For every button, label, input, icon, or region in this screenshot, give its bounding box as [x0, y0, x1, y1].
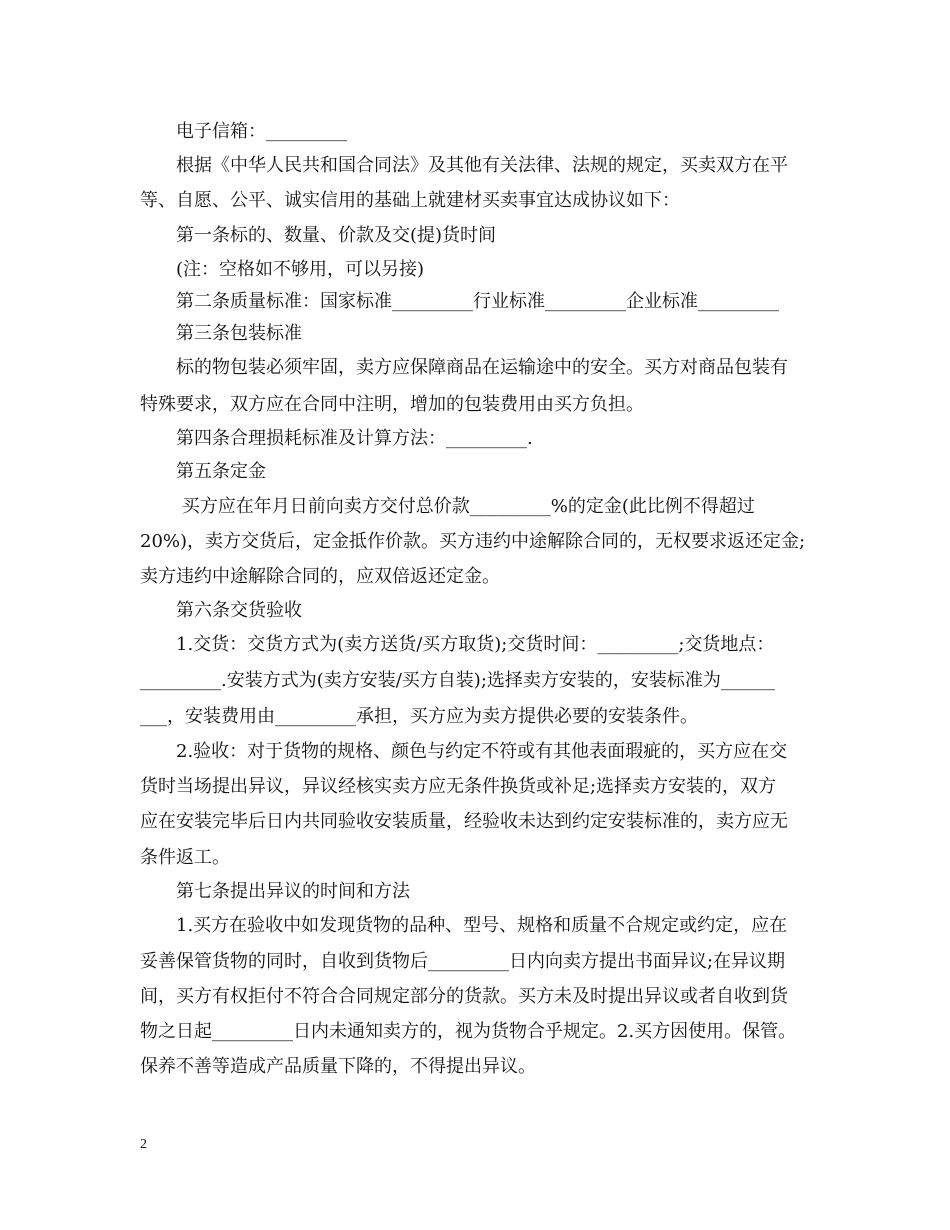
- text-line: 标的物包装必须牢固，卖方应保障商品在运输途中的安全。买方对商品包装有: [140, 357, 788, 378]
- text-line: 特殊要求，双方应在合同中注明，增加的包装费用由买方负担。: [140, 394, 644, 415]
- text-line: 等、自愿、公平、诚实信用的基础上就建材买卖事宜达成协议如下：: [140, 190, 680, 211]
- text-line: 物之日起_________日内未通知卖方的，视为货物合乎规定。2.买方因使用。保管。: [140, 1021, 797, 1042]
- text-line: 第一条标的、数量、价款及交(提)货时间: [140, 225, 497, 246]
- text-line: 1.交货：交货方式为(卖方送货/买方取货);交货时间：_________;交货地点：: [140, 634, 775, 655]
- text-line: 货时当场提出异议，异议经核实卖方应无条件换货或补足;选择卖方安装的，双方: [140, 776, 777, 797]
- page-number: 2: [140, 1137, 147, 1152]
- text-line: 20%)，卖方交货后，定金抵作价款。买方违约中途解除合同的，无权要求返还定金;: [140, 531, 806, 552]
- text-line: 2.验收：对于货物的规格、颜色与约定不符或有其他表面瑕疵的，买方应在交: [140, 741, 788, 762]
- text-line: _________.安装方式为(卖方安装/买方自装);选择卖方安装的，安装标准为______: [140, 670, 775, 691]
- text-line: (注：空格如不够用，可以另接): [140, 259, 425, 280]
- text-line: 间，买方有权拒付不符合合同规定部分的货款。买方未及时提出异议或者自收到货: [140, 986, 788, 1007]
- text-line: 第六条交货验收: [140, 600, 302, 621]
- text-line: 应在安装完毕后日内共同验收安装质量，经验收未达到约定安装标准的，卖方应无: [140, 811, 788, 832]
- text-line: 第三条包装标准: [140, 323, 302, 344]
- text-line: 第四条合理损耗标准及计算方法：_________.: [140, 428, 533, 449]
- text-line: 妥善保管货物的同时，自收到货物后_________日内向卖方提出书面异议;在异议期: [140, 951, 786, 972]
- text-line: 条件返工。: [140, 847, 230, 868]
- text-line: 电子信箱：_________: [140, 121, 347, 142]
- text-line: 保养不善等造成产品质量下降的，不得提出异议。: [140, 1056, 536, 1077]
- text-line: ___，安装费用由_________承担，买方应为卖方提供必要的安装条件。: [140, 706, 698, 727]
- text-line: 卖方违约中途解除合同的，应双倍返还定金。: [140, 566, 500, 587]
- text-line: 买方应在年月日前向卖方交付总价款_________%的定金(此比例不得超过: [140, 496, 755, 517]
- text-line: 第五条定金: [140, 461, 266, 482]
- text-line: 第二条质量标准：国家标准_________行业标准_________企业标准_________: [140, 291, 779, 312]
- text-line: 根据《中华人民共和国合同法》及其他有关法律、法规的规定，买卖双方在平: [140, 155, 788, 176]
- text-line: 1.买方在验收中如发现货物的品种、型号、规格和质量不合规定或约定，应在: [140, 915, 788, 936]
- text-line: 第七条提出异议的时间和方法: [140, 881, 410, 902]
